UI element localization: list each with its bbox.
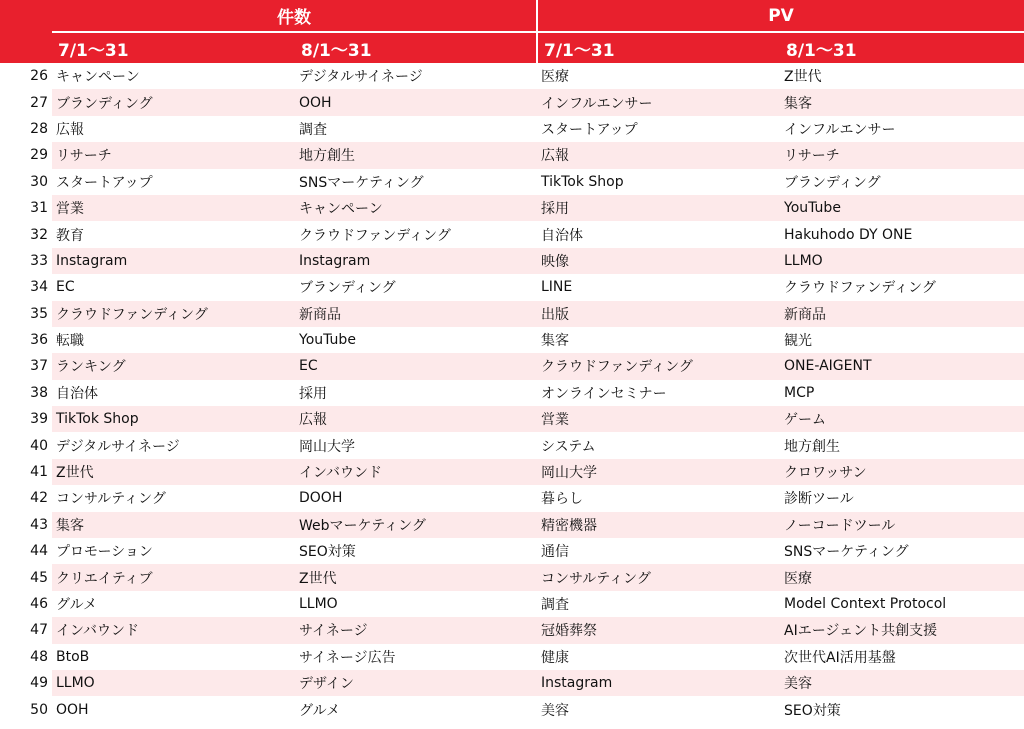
pv-jul-cell: クラウドファンディング [537,353,780,379]
count-jul-cell: クラウドファンディング [52,301,295,327]
pv-aug-cell: 集客 [780,89,1024,115]
rank-cell: 41 [0,459,52,485]
count-aug-cell: 地方創生 [295,142,537,168]
table-row [0,380,1024,406]
rank-cell: 49 [0,670,52,696]
rank-cell: 40 [30,437,48,454]
table-row [0,617,1024,643]
rank-header-corner [0,0,52,63]
count-jul-cell: キャンペーン [56,69,140,86]
table-body [0,63,1024,723]
pv-jul-cell: 精密機器 [537,512,780,538]
count-jul-cell: LLMO [52,670,295,696]
count-aug-cell: サイネージ [295,617,537,643]
count-aug-cell: 広報 [295,406,537,432]
rank-cell: 28 [30,120,48,137]
period-header: 8/1〜31 [780,32,1024,63]
group-header-count: 件数 [52,0,537,32]
rank-cell: 36 [30,332,48,349]
pv-aug-cell: Hakuhodo DY ONE [784,226,913,243]
table-row [0,169,1024,195]
pv-aug-cell: ノーコードツール [780,512,1024,538]
pv-aug-cell: 地方創生 [784,438,840,455]
pv-aug-cell: クラウドファンディング [784,280,936,297]
pv-aug-cell: クロワッサン [780,459,1024,485]
table-row [0,301,1024,327]
count-aug-cell: ブランディング [299,280,396,297]
header-group-row [0,0,1024,32]
pv-aug-cell: ゲーム [780,406,1024,432]
pv-aug-cell: 美容 [780,670,1024,696]
table-row [0,538,1024,564]
table-row [0,696,1024,722]
pv-aug-cell: 観光 [784,333,812,350]
pv-jul-cell: 冠婚葬祭 [537,617,780,643]
rank-cell: 32 [30,226,48,243]
pv-jul-cell: 美容 [541,702,569,719]
count-aug-cell: サイネージ広告 [299,649,396,666]
pv-aug-cell: LLMO [780,248,1024,274]
rank-cell: 48 [30,648,48,665]
pv-jul-cell: 広報 [537,142,780,168]
count-jul-cell: クリエイティブ [52,564,295,590]
pv-jul-cell: 調査 [541,597,569,613]
count-aug-cell: OOH [295,89,537,115]
count-aug-cell: インバウンド [295,459,537,485]
rank-cell: 43 [0,512,52,538]
pv-jul-cell: Instagram [537,670,780,696]
rank-cell: 35 [0,301,52,327]
table-row [0,195,1024,221]
period-header: 7/1〜31 [52,32,295,63]
count-aug-cell: DOOH [299,490,343,507]
rank-cell: 38 [30,384,48,401]
count-jul-cell: プロモーション [56,544,153,561]
count-aug-cell: デザイン [295,670,537,696]
pv-jul-cell: 医療 [541,69,569,86]
count-aug-cell: グルメ [299,702,341,719]
pv-aug-cell: ブランディング [784,174,881,191]
count-aug-cell: EC [295,353,537,379]
count-aug-cell: キャンペーン [295,195,537,221]
count-aug-cell: SNSマーケティング [299,174,424,191]
count-jul-cell: 教育 [56,227,84,244]
rank-cell: 30 [30,173,48,190]
count-aug-cell: SEO対策 [299,544,356,561]
pv-jul-cell: 集客 [541,333,569,350]
pv-jul-cell: TikTok Shop [541,173,624,190]
pv-jul-cell: 出版 [537,301,780,327]
count-aug-cell: LLMO [299,596,338,612]
count-aug-cell: Instagram [295,248,537,274]
rank-cell: 31 [0,195,52,221]
pv-aug-cell: YouTube [780,195,1024,221]
pv-jul-cell: 自治体 [541,227,583,244]
count-jul-cell: 広報 [56,121,84,138]
rank-cell: 34 [30,279,48,296]
pv-aug-cell: リサーチ [780,142,1024,168]
rank-cell: 47 [0,617,52,643]
rank-cell: 39 [0,406,52,432]
pv-aug-cell: インフルエンサー [784,121,896,138]
table-row [0,670,1024,696]
table-row [0,89,1024,115]
pv-aug-cell: Z世代 [784,69,822,86]
count-jul-cell: ランキング [52,353,295,379]
rank-cell: 42 [30,490,48,507]
count-jul-cell: OOH [56,701,89,718]
count-jul-cell: EC [56,279,75,296]
period-header: 8/1〜31 [295,32,537,63]
rank-cell: 26 [30,68,48,85]
count-aug-cell: Z世代 [295,564,537,590]
table-row [0,274,1024,300]
pv-jul-cell: LINE [541,279,573,296]
count-jul-cell: Instagram [52,248,295,274]
table-row [0,327,1024,353]
header-period-row [0,32,1024,63]
count-jul-cell: コンサルティング [56,491,166,508]
pv-jul-cell: オンラインセミナー [541,385,667,402]
count-jul-cell: デジタルサイネージ [56,438,180,455]
count-jul-cell: Z世代 [52,459,295,485]
table-row [0,221,1024,247]
table-row [0,116,1024,142]
table-row [0,485,1024,511]
table-row [0,564,1024,590]
rank-cell: 44 [30,543,48,560]
rank-cell: 45 [0,564,52,590]
count-aug-cell: 新商品 [295,301,537,327]
table-row [0,63,1024,89]
count-aug-cell: 岡山大学 [299,438,355,455]
table-row [0,406,1024,432]
pv-jul-cell: システム [541,438,596,455]
count-jul-cell: 自治体 [56,385,98,402]
pv-aug-cell: AIエージェント共創支援 [780,617,1024,643]
pv-aug-cell: SEO対策 [784,702,841,719]
table-row [0,248,1024,274]
count-jul-cell: リサーチ [52,142,295,168]
count-jul-cell: 集客 [52,512,295,538]
count-jul-cell: 転職 [56,333,84,350]
pv-jul-cell: 営業 [537,406,780,432]
count-jul-cell: インバウンド [52,617,295,643]
pv-aug-cell: Model Context Protocol [784,596,947,612]
pv-jul-cell: 健康 [541,649,569,666]
count-jul-cell: BtoB [56,648,90,665]
table-row [0,142,1024,168]
pv-aug-cell: 次世代AI活用基盤 [784,649,896,666]
pv-jul-cell: コンサルティング [537,564,780,590]
table-row [0,432,1024,458]
count-aug-cell: クラウドファンディング [299,227,451,244]
pv-aug-cell: 医療 [780,564,1024,590]
table-row [0,353,1024,379]
pv-jul-cell: スタートアップ [541,121,638,138]
rank-cell: 29 [0,142,52,168]
table-row [0,591,1024,617]
group-header-pv: PV [537,0,1024,32]
count-aug-cell: デジタルサイネージ [299,69,423,86]
pv-jul-cell: 映像 [537,248,780,274]
count-aug-cell: Webマーケティング [295,512,537,538]
count-aug-cell: 採用 [299,385,327,402]
count-aug-cell: YouTube [299,332,356,349]
rank-cell: 37 [0,353,52,379]
table-row [0,512,1024,538]
rank-cell: 46 [30,596,48,612]
rank-cell: 33 [0,248,52,274]
pv-jul-cell: インフルエンサー [537,89,780,115]
period-header: 7/1〜31 [537,32,780,63]
count-jul-cell: スタートアップ [56,174,153,191]
pv-jul-cell: 採用 [537,195,780,221]
count-jul-cell: グルメ [56,597,98,613]
pv-aug-cell: MCP [784,384,815,401]
pv-jul-cell: 岡山大学 [537,459,780,485]
table-row [0,644,1024,670]
table-row [0,459,1024,485]
rank-cell: 50 [30,701,48,718]
pv-jul-cell: 暮らし [541,491,583,508]
count-aug-cell: 調査 [299,121,327,138]
pv-aug-cell: 新商品 [780,301,1024,327]
rank-cell: 27 [0,89,52,115]
pv-aug-cell: ONE-AIGENT [780,353,1024,379]
pv-jul-cell: 通信 [541,544,569,561]
count-jul-cell: ブランディング [52,89,295,115]
pv-aug-cell: SNSマーケティング [784,544,909,561]
count-jul-cell: TikTok Shop [52,406,295,432]
count-jul-cell: 営業 [52,195,295,221]
pv-aug-cell: 診断ツール [784,491,854,508]
